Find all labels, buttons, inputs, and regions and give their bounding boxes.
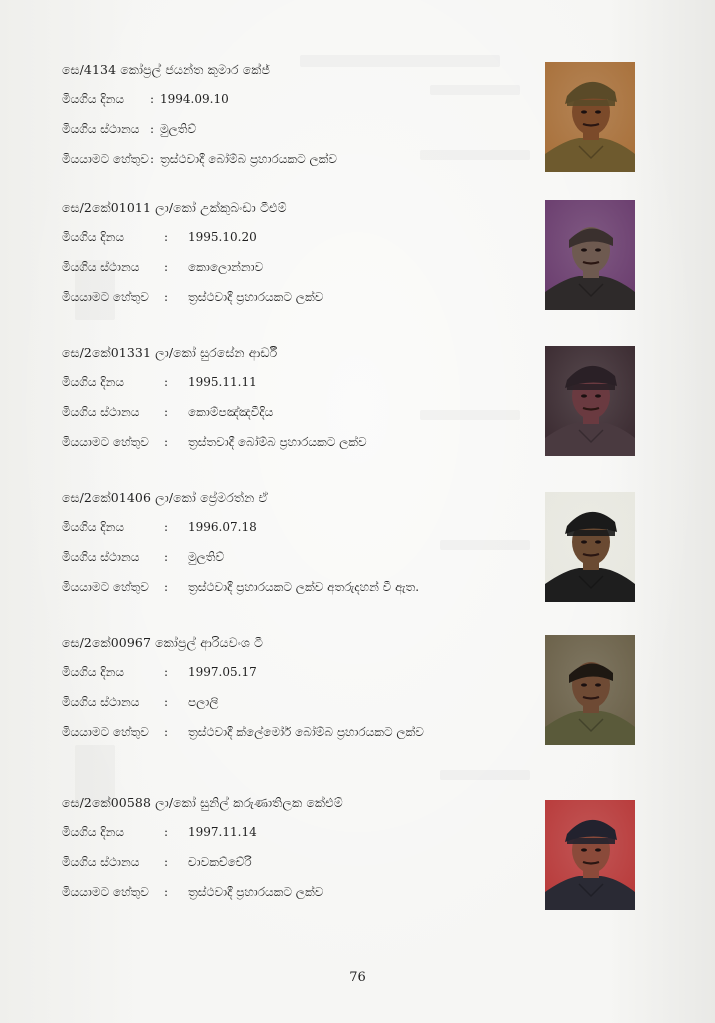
- page-number: 76: [349, 970, 366, 985]
- portrait-photo: [545, 200, 635, 310]
- place-of-death-label: මියගිය ස්ථානය: [62, 405, 140, 419]
- record-title: සෙ/4134 කෝප්‍රල් ජයන්ත කුමාර කේජ්: [62, 62, 271, 77]
- record-title: සෙ/2කේ01331 ලා/කෝ සුරසේන ආර්ඩී: [62, 345, 278, 360]
- date-of-death-value: 1995.10.20: [188, 230, 257, 244]
- cause-of-death-label: මියයාමට හේතුව: [62, 435, 149, 449]
- place-of-death-value: මුලතිව්: [188, 550, 225, 564]
- place-of-death-label: මියගිය ස්ථානය: [62, 855, 140, 869]
- date-of-death-value: 1996.07.18: [188, 520, 257, 534]
- portrait-photo: [545, 492, 635, 602]
- cause-of-death-value: ත්‍රස්තවාදී බෝම්බ ප්‍රහාරයකට ලක්ව: [188, 435, 367, 449]
- cause-of-death-value: ත්‍රස්ථවාදී ක්ලේමෝර් බෝම්බ ප්‍රහාරයකට ලක්ව: [188, 725, 424, 739]
- date-of-death-label: මියගිය දිනය: [62, 665, 124, 679]
- portrait-photo: [545, 635, 635, 745]
- place-of-death-value: කොම්පඤ්ඤවීදිය: [188, 405, 274, 419]
- cause-of-death-row: [62, 580, 419, 595]
- date-of-death-row: [62, 825, 257, 840]
- record-title: සෙ/2කේ00588 ලා/කෝ සුනිල් කරුණාතිලක කේඑම්: [62, 795, 343, 810]
- date-of-death-value: 1995.11.11: [188, 375, 257, 389]
- record-title: සෙ/2කේ01011 ලා/කෝ උක්කුබංඩා ටීඑම්: [62, 200, 287, 215]
- date-of-death-label: මියගිය දිනය: [62, 520, 124, 534]
- cause-of-death-row: [62, 290, 323, 305]
- cause-of-death-row: [62, 435, 367, 450]
- separator: :: [164, 885, 169, 899]
- place-of-death-value: චාවකච්චේරි: [188, 855, 252, 869]
- place-of-death-row: [62, 260, 263, 275]
- date-of-death-row: [62, 92, 229, 107]
- record-title: සෙ/2කේ01406 ලා/කෝ ප්‍රේමරත්න ඒ: [62, 490, 268, 505]
- separator: :: [164, 375, 169, 389]
- cause-of-death-label: මියයාමට හේතුව: [62, 580, 149, 594]
- cause-of-death-value: ත්‍රස්ථවාදී බෝම්බ ප්‍රහාරයකට ලක්ව: [160, 152, 338, 166]
- place-of-death-value: පලාලි: [188, 695, 219, 709]
- cause-of-death-label: මියයාමට හේතුව: [62, 885, 149, 899]
- date-of-death-label: මියගිය දිනය: [62, 375, 124, 389]
- place-of-death-value: මුලතිව්: [160, 122, 197, 136]
- separator: :: [164, 435, 169, 449]
- separator: :: [164, 580, 169, 594]
- separator: :: [164, 550, 169, 564]
- date-of-death-row: [62, 665, 257, 680]
- separator: :: [164, 290, 169, 304]
- portrait-photo: [545, 62, 635, 172]
- cause-of-death-label: මියයාමට හේතුව: [62, 152, 149, 166]
- cause-of-death-label: මියයාමට හේතුව: [62, 290, 149, 304]
- bleed-through: [440, 770, 530, 780]
- place-of-death-label: මියගිය ස්ථානය: [62, 260, 140, 274]
- separator: :: [150, 122, 155, 136]
- separator: :: [164, 725, 169, 739]
- place-of-death-row: [62, 405, 273, 420]
- cause-of-death-row: [62, 885, 323, 900]
- date-of-death-value: 1994.09.10: [160, 92, 229, 106]
- place-of-death-row: [62, 122, 196, 137]
- cause-of-death-row: [62, 152, 337, 167]
- place-of-death-label: මියගිය ස්ථානය: [62, 122, 140, 136]
- cause-of-death-label: මියයාමට හේතුව: [62, 725, 149, 739]
- place-of-death-label: මියගිය ස්ථානය: [62, 695, 140, 709]
- date-of-death-label: මියගිය දිනය: [62, 92, 124, 106]
- separator: :: [164, 230, 169, 244]
- separator: :: [164, 520, 169, 534]
- date-of-death-label: මියගිය දිනය: [62, 825, 124, 839]
- portrait-photo: [545, 346, 635, 456]
- separator: :: [150, 152, 155, 166]
- place-of-death-label: මියගිය ස්ථානය: [62, 550, 140, 564]
- portrait-photo: [545, 800, 635, 910]
- separator: :: [164, 825, 169, 839]
- separator: :: [164, 695, 169, 709]
- separator: :: [164, 405, 169, 419]
- separator: :: [164, 665, 169, 679]
- date-of-death-value: 1997.11.14: [188, 825, 257, 839]
- place-of-death-row: [62, 855, 252, 870]
- date-of-death-row: [62, 520, 257, 535]
- separator: :: [164, 855, 169, 869]
- date-of-death-row: [62, 375, 257, 390]
- cause-of-death-value: ත්‍රස්ථවාදී ප්‍රහාරයකට ලක්ව: [188, 290, 324, 304]
- date-of-death-value: 1997.05.17: [188, 665, 257, 679]
- place-of-death-row: [62, 550, 224, 565]
- date-of-death-row: [62, 230, 257, 245]
- record-title: සෙ/2කේ00967 කෝප්‍රල් ආරියවංශ ටී: [62, 635, 264, 650]
- separator: :: [150, 92, 155, 106]
- place-of-death-row: [62, 695, 218, 710]
- cause-of-death-row: [62, 725, 424, 740]
- date-of-death-label: මියගිය දිනය: [62, 230, 124, 244]
- separator: :: [164, 260, 169, 274]
- cause-of-death-value: ත්‍රස්ථවාදී ප්‍රහාරයකට ලක්ව: [188, 885, 324, 899]
- cause-of-death-value: ත්‍රස්ථවාදී ප්‍රහාරයකට ලක්ව අතරුදහන් වී ඇත.: [188, 580, 420, 594]
- place-of-death-value: කොලොන්නාව: [188, 260, 264, 274]
